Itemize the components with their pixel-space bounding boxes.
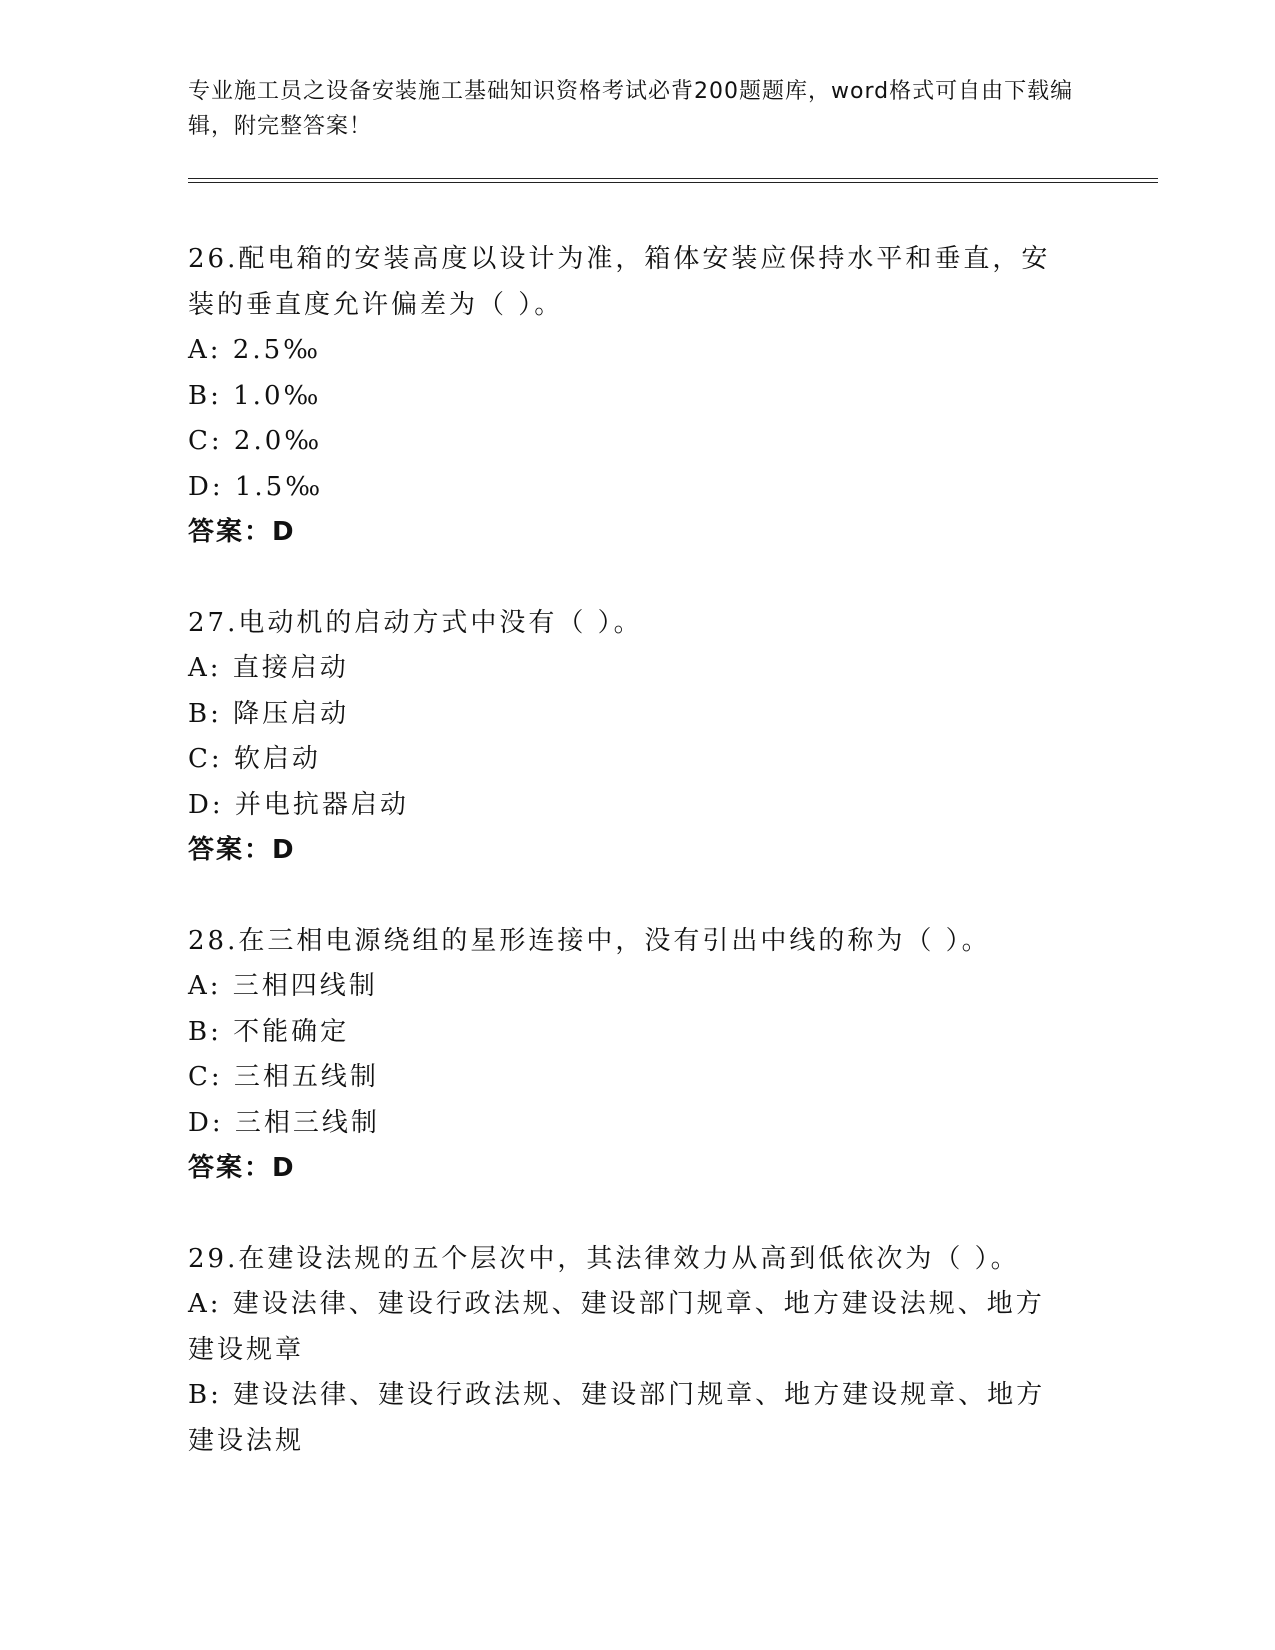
option-b: B: 不能确定 xyxy=(188,1016,350,1047)
option-c: C: 软启动 xyxy=(188,744,321,774)
option-a: A: 三相四线制 xyxy=(188,971,378,1001)
question-text: 29.在建设法规的五个层次中，其法律效力从高到低依次为（ ）。 xyxy=(188,1244,1020,1274)
option-b: B: 建设法律、建设行政法规、建设部门规章、地方建设规章、地方建设法规 xyxy=(188,1380,1046,1456)
question-text: 28.在三相电源绕组的星形连接中，没有引出中线的称为（ ）。 xyxy=(188,926,991,956)
answer: 答案：D xyxy=(188,517,296,547)
option-d: D: 并电抗器启动 xyxy=(188,789,409,820)
question-list xyxy=(188,236,1068,1509)
document-header: 专业施工员之设备安装施工基础知识资格考试必背200题题库，word格式可自由下载编辑，附完整答案！ xyxy=(188,79,1074,139)
option-a: A: 建设法律、建设行政法规、建设部门规章、地方建设法规、地方建设规章 xyxy=(188,1289,1045,1365)
option-c: C: 三相五线制 xyxy=(188,1062,379,1092)
question-28 xyxy=(188,918,1068,1191)
option-d: D: 1.5‰ xyxy=(188,471,324,502)
option-a: A: 直接启动 xyxy=(188,653,349,683)
answer: 答案：D xyxy=(188,835,296,865)
answer: 答案：D xyxy=(188,1153,296,1183)
question-text: 26.配电箱的安装高度以设计为准，箱体安装应保持水平和垂直，安装的垂直度允许偏差为（ ）。 xyxy=(188,244,1051,320)
option-c: C: 2.0‰ xyxy=(188,426,323,456)
question-29 xyxy=(188,1236,1068,1464)
option-d: D: 三相三线制 xyxy=(188,1107,380,1138)
header-divider xyxy=(188,178,1158,183)
question-27 xyxy=(188,600,1068,873)
option-b: B: 降压启动 xyxy=(188,698,350,729)
question-text: 27.电动机的启动方式中没有（ ）。 xyxy=(188,608,643,638)
question-26 xyxy=(188,236,1068,555)
option-b: B: 1.0‰ xyxy=(188,380,322,411)
option-a: A: 2.5‰ xyxy=(188,335,322,365)
